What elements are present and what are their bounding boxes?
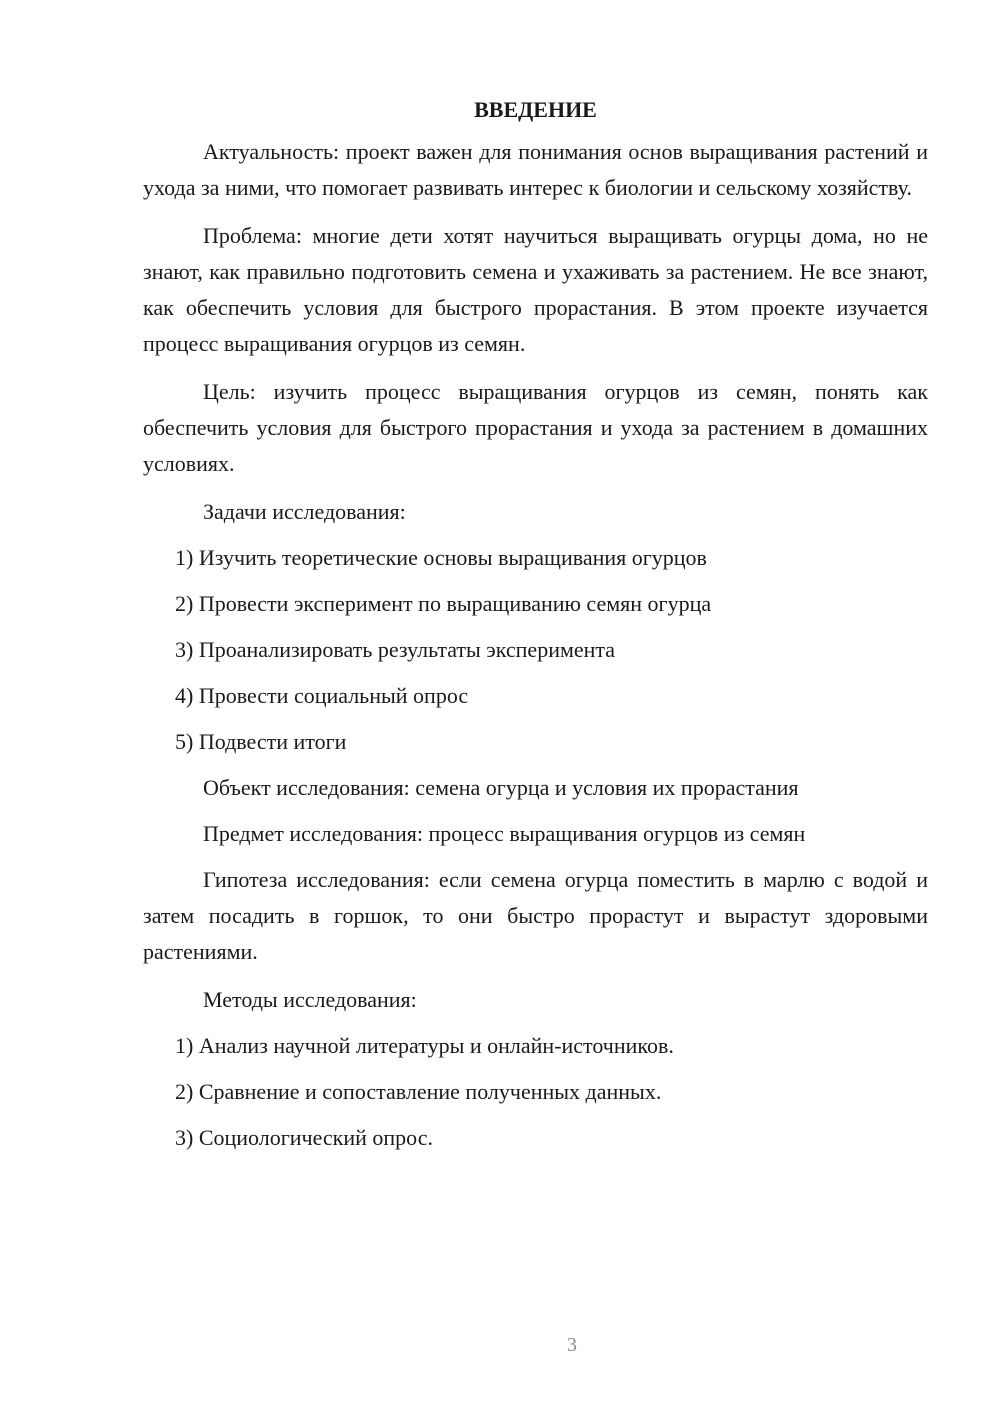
problem-paragraph: Проблема: многие дети хотят научиться выращивать огурцы дома, но не знают, как правильно подготовить семена и ухаживать за растением. Не все знают, как обеспечить условия для быстрого прорастания. В этом проекте изучается процесс выращивания огурцов из семян.	[143, 223, 928, 356]
subject-line: Предмет исследования: процесс выращивания огурцов из семян	[203, 821, 806, 846]
task-item: 3) Проанализировать результаты эксперимента	[175, 637, 616, 662]
task-item: 1) Изучить теоретические основы выращивания огурцов	[175, 545, 707, 570]
method-item: 1) Анализ научной литературы и онлайн-источников.	[175, 1033, 674, 1058]
task-item: 5) Подвести итоги	[175, 729, 347, 754]
task-item: 4) Провести социальный опрос	[175, 683, 469, 708]
relevance-paragraph: Актуальность: проект важен для понимания основ выращивания растений и ухода за ними, что помогает развивать интерес к биологии и сельскому хозяйству.	[143, 139, 928, 200]
method-item: 3) Социологический опрос.	[175, 1125, 433, 1150]
hypothesis-paragraph: Гипотеза исследования: если семена огурца поместить в марлю с водой и затем посадить в горшок, то они быстро прорастут и вырастут здоровыми растениями.	[143, 867, 928, 964]
object-line: Объект исследования: семена огурца и условия их прорастания	[203, 775, 799, 800]
tasks-heading: Задачи исследования:	[203, 499, 406, 524]
task-item: 2) Провести эксперимент по выращиванию семян огурца	[175, 591, 712, 616]
page-content	[143, 92, 928, 1166]
section-title: ВВЕДЕНИЕ	[474, 97, 597, 122]
methods-heading: Методы исследования:	[203, 987, 417, 1012]
page-number: 3	[567, 1334, 577, 1356]
method-item: 2) Сравнение и сопоставление полученных данных.	[175, 1079, 662, 1104]
goal-paragraph: Цель: изучить процесс выращивания огурцов из семян, понять как обеспечить условия для быстрого прорастания и ухода за растением в домашних условиях.	[143, 379, 928, 476]
